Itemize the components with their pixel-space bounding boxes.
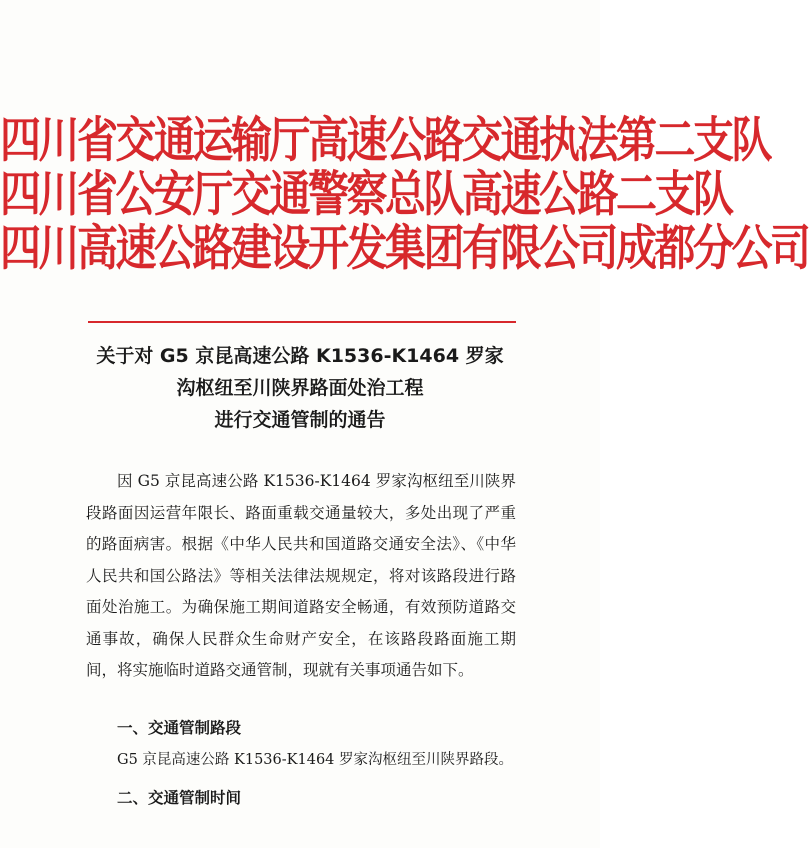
org-name-expressway-company: 四川高速公路建设开发集团有限公司成都分公司	[0, 219, 809, 277]
notice-title	[0, 340, 600, 436]
red-divider-line	[88, 321, 516, 323]
title-line-1: 关于对 G5 京昆高速公路 K1536-K1464 罗家	[96, 345, 504, 367]
org-name-law-enforcement: 四川省交通运输厅高速公路交通执法第二支队	[0, 111, 770, 169]
control-road-text: G5 京昆高速公路 K1536-K1464 罗家沟枢纽至川陕界路段。	[117, 752, 514, 768]
org-name-traffic-police: 四川省公安厅交通警察总队高速公路二支队	[0, 165, 732, 223]
issuing-organizations-header	[0, 111, 809, 277]
section-heading-control-time: 二、交通管制时间	[117, 789, 242, 807]
intro-paragraph: 因 G5 京昆高速公路 K1536-K1464 罗家沟枢纽至川陕界段路面因运营年限长、路面重载交通量较大，多处出现了严重的路面病害。根据《中华人民共和国道路交通安全法》、《中华人民共和国公路法》等相关法律法规规定，将对该路段进行路面处治施工。为确保施工期间道路安全畅通，有效预防道路交通事故，确保人民群众生命财产安全，在该路段路面施工期间，将实施临时道路交通管制，现就有关事项通告如下。	[86, 472, 516, 679]
title-line-3: 进行交通管制的通告	[214, 409, 386, 431]
section-heading-control-road: 一、交通管制路段	[117, 719, 242, 737]
title-line-2: 沟枢纽至川陕界路面处治工程	[176, 377, 424, 399]
